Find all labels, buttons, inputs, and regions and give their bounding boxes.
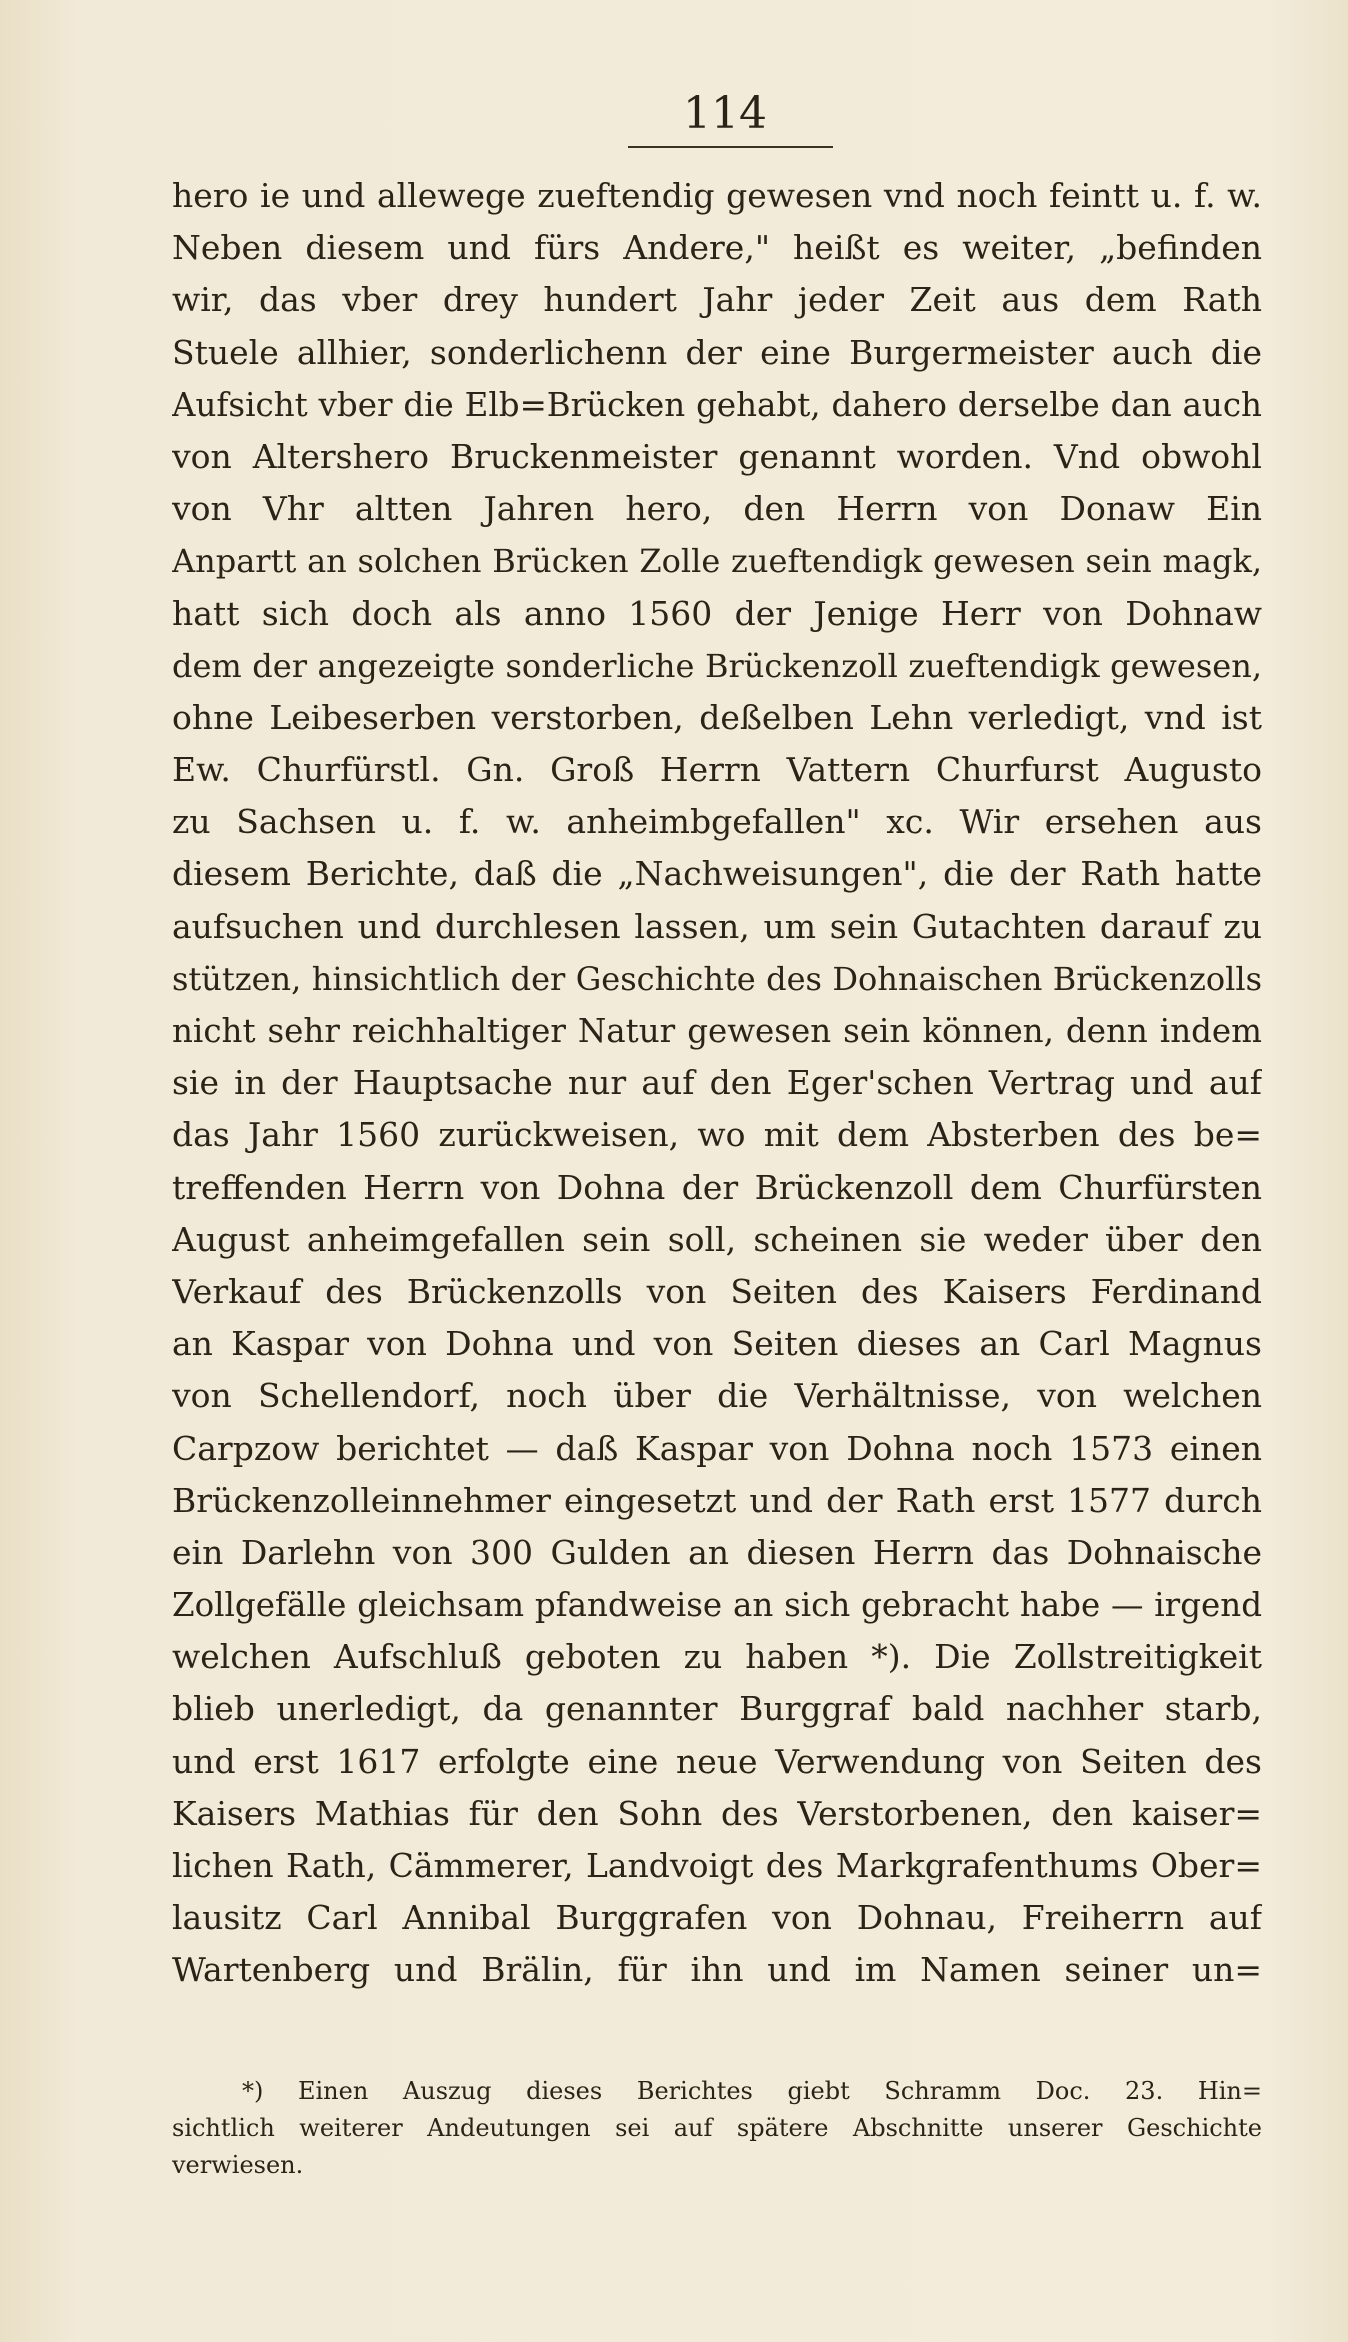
text-line: Zollgefälle gleichsam pfandweise an sich gebracht habe — irgend: [172, 1586, 1262, 1625]
text-line: sie in der Hauptsache nur auf den Eger'schen Vertrag und auf: [172, 1063, 1262, 1103]
text-line: lichen Rath, Cämmerer, Landvoigt des Markgrafenthums Ober=: [172, 1846, 1262, 1885]
footnote-line: sichtlich weiterer Andeutungen sei auf spätere Abschnitte unserer Geschichte: [172, 2114, 1262, 2142]
page-number: 114: [683, 88, 767, 139]
text-line: Wartenberg und Brälin, für ihn und im Namen seiner un=: [172, 1950, 1262, 1990]
text-line: dem der angezeigte sonderliche Brückenzoll zueftendigk gewesen,: [172, 646, 1262, 685]
text-line: hatt sich doch als anno 1560 der Jenige Herr von Dohnaw: [172, 593, 1262, 633]
text-line: hero ie und allewege zueftendig gewesen vnd noch feintt u. f. w.: [172, 176, 1262, 215]
text-line: von Altershero Bruckenmeister genannt worden. Vnd obwohl: [172, 436, 1262, 476]
text-line: Kaisers Mathias für den Sohn des Verstorbenen, den kaiser=: [172, 1793, 1262, 1833]
text-line: ohne Leibeserben verstorben, deßelben Lehn verledigt, vnd ist: [172, 697, 1262, 737]
text-line: stützen, hinsichtlich der Geschichte des Dohnaischen Brückenzolls: [172, 959, 1262, 998]
text-line: ein Darlehn von 300 Gulden an diesen Herrn das Dohnaische: [172, 1532, 1262, 1572]
text-line: aufsuchen und durchlesen lassen, um sein Gutachten darauf zu: [172, 906, 1262, 946]
text-line: diesem Berichte, daß die „Nachweisungen", die der Rath hatte: [172, 854, 1262, 894]
text-line: zu Sachsen u. f. w. anheimbgefallen" xc. Wir ersehen aus: [172, 802, 1262, 842]
page-number-rule: [628, 146, 833, 148]
text-line: von Schellendorf, noch über die Verhältnisse, von welchen: [172, 1376, 1262, 1416]
text-line: Ew. Churfürstl. Gn. Groß Herrn Vattern Churfurst Augusto: [172, 750, 1262, 790]
footnote-block: [172, 2073, 1262, 2184]
text-line: treffenden Herrn von Dohna der Brückenzoll dem Churfürsten: [172, 1167, 1262, 1207]
text-line: an Kaspar von Dohna und von Seiten dieses an Carl Magnus: [172, 1324, 1262, 1364]
text-line: blieb unerledigt, da genannter Burggraf bald nachher starb,: [172, 1689, 1262, 1729]
text-line: lausitz Carl Annibal Burggrafen von Dohnau, Freiherrn auf: [172, 1898, 1262, 1938]
text-line: August anheimgefallen sein soll, scheinen sie weder über den: [172, 1219, 1262, 1259]
text-line: Brückenzolleinnehmer eingesetzt und der Rath erst 1577 durch: [172, 1480, 1262, 1520]
text-line: welchen Aufschluß geboten zu haben *). Die Zollstreitigkeit: [172, 1637, 1262, 1677]
text-line: nicht sehr reichhaltiger Natur gewesen sein können, denn indem: [172, 1012, 1262, 1050]
text-line: Anpartt an solchen Brücken Zolle zueftendigk gewesen sein magk,: [172, 542, 1262, 581]
text-line: Verkauf des Brückenzolls von Seiten des Kaisers Ferdinand: [172, 1271, 1262, 1311]
text-line: Carpzow berichtet — daß Kaspar von Dohna noch 1573 einen: [172, 1428, 1262, 1468]
text-line: Neben diesem und fürs Andere," heißt es weiter, „befinden: [172, 228, 1262, 268]
footnote-line: verwiesen.: [172, 2151, 304, 2179]
text-line: das Jahr 1560 zurückweisen, wo mit dem Absterben des be=: [172, 1115, 1262, 1155]
footnote-line: *) Einen Auszug dieses Berichtes giebt Schramm Doc. 23. Hin=: [242, 2077, 1262, 2105]
text-line: und erst 1617 erfolgte eine neue Verwendung von Seiten des: [172, 1741, 1262, 1781]
text-line: Aufsicht vber die Elb=Brücken gehabt, dahero derselbe dan auch: [172, 385, 1262, 424]
text-line: Stuele allhier, sonderlichenn der eine Burgermeister auch die: [172, 332, 1262, 372]
main-text-block: [172, 170, 1262, 1997]
text-line: wir, das vber drey hundert Jahr jeder Zeit aus dem Rath: [172, 280, 1262, 320]
text-line: von Vhr altten Jahren hero, den Herrn von Donaw Ein: [172, 489, 1262, 529]
